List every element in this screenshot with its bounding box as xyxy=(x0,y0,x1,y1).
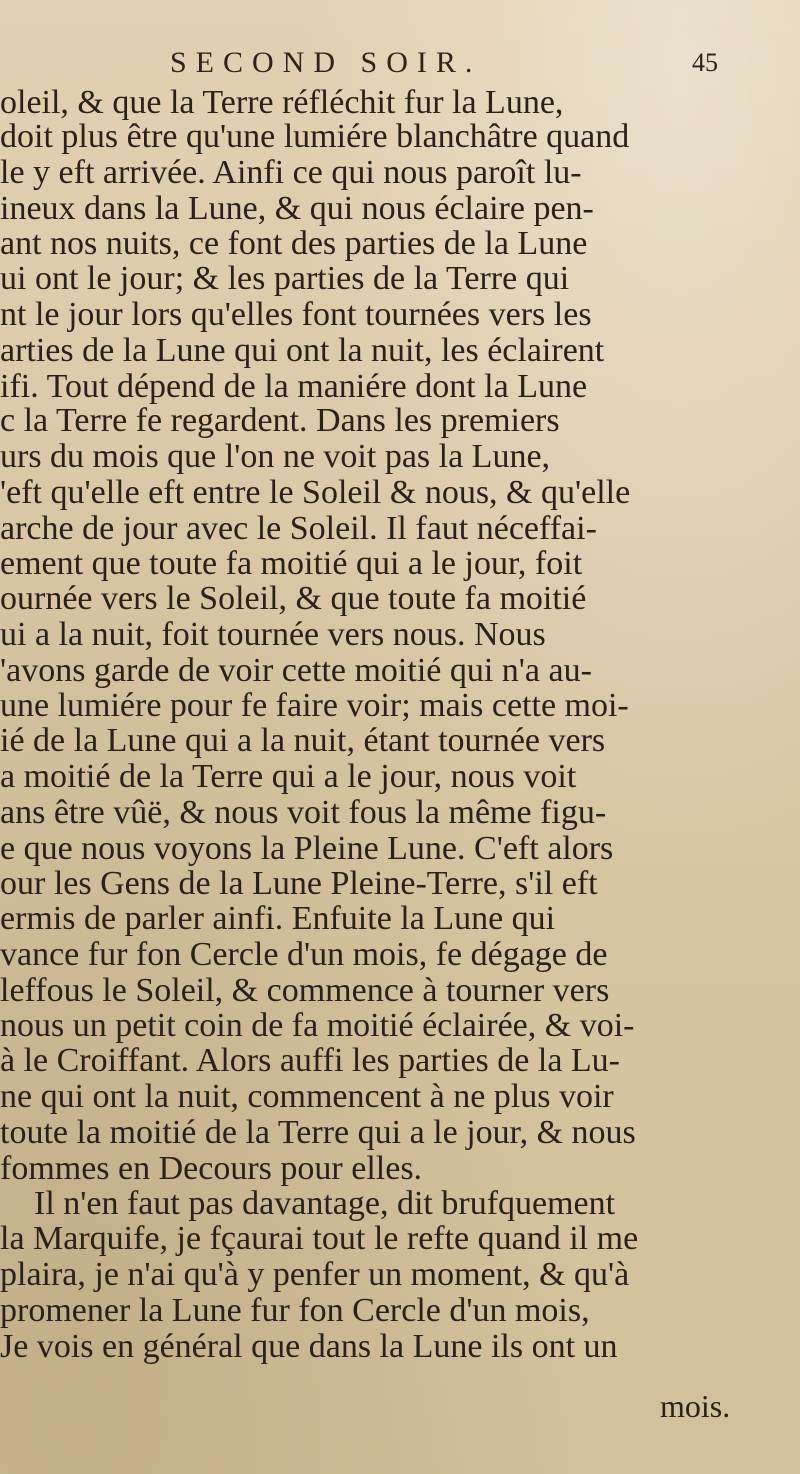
text-line: plaira, je n'ai qu'à y penfer un moment, & qu'à xyxy=(0,1256,630,1293)
text-line: oleil, & que la Terre réfléchit fur la Lune, xyxy=(0,84,564,121)
text-line: ermis de parler ainfi. Enfuite la Lune qui xyxy=(0,900,556,937)
text-line: vance fur fon Cercle d'un mois, fe dégage de xyxy=(0,936,608,973)
text-line: ournée vers le Soleil, & que toute fa moitié xyxy=(0,580,587,617)
text-line: ement que toute fa moitié qui a le jour, foit xyxy=(0,545,583,582)
text-line: arties de la Lune qui ont la nuit, les éclairent xyxy=(0,332,605,369)
page-header xyxy=(0,46,800,86)
text-line: urs du mois que l'on ne voit pas la Lune, xyxy=(0,438,551,475)
text-line: la Marquife, je fçaurai tout le refte quand il me xyxy=(0,1220,639,1257)
text-line: arche de jour avec le Soleil. Il faut néceffai- xyxy=(0,510,597,547)
catchword: mois. xyxy=(660,1388,731,1424)
text-line: toute la moitié de la Terre qui a le jour, & nous xyxy=(0,1114,636,1151)
text-line: ui ont le jour; & les parties de la Terre qui xyxy=(0,260,570,297)
text-line: our les Gens de la Lune Pleine-Terre, s'il eft xyxy=(0,865,598,902)
text-line: leffous le Soleil, & commence à tourner vers xyxy=(0,972,610,1009)
text-line: e que nous voyons la Pleine Lune. C'eft alors xyxy=(0,830,614,867)
text-line: Il n'en faut pas davantage, dit brufquement xyxy=(34,1185,616,1222)
text-line: ié de la Lune qui a la nuit, étant tournée vers xyxy=(0,722,606,759)
text-line: a moitié de la Terre qui a le jour, nous voit xyxy=(0,758,577,795)
text-line: ui a la nuit, foit tournée vers nous. Nous xyxy=(0,616,546,653)
text-line: ineux dans la Lune, & qui nous éclaire pen- xyxy=(0,190,594,227)
text-line: ans être vûë, & nous voit fous la même figu- xyxy=(0,794,607,831)
text-line: promener la Lune fur fon Cercle d'un mois, xyxy=(0,1292,590,1329)
running-head: SECOND SOIR. xyxy=(170,46,482,79)
text-line: ant nos nuits, ce font des parties de la Lune xyxy=(0,225,588,262)
text-line: doit plus être qu'une lumiére blanchâtre quand xyxy=(0,118,630,155)
text-line: c la Terre fe regardent. Dans les premiers xyxy=(0,402,560,439)
text-line: nous un petit coin de fa moitié éclairée, & voi- xyxy=(0,1007,635,1044)
text-line: Je vois en général que dans la Lune ils ont un xyxy=(0,1328,618,1365)
text-line: fommes en Decours pour elles. xyxy=(0,1150,423,1187)
text-line: à le Croiffant. Alors auffi les parties de la Lu- xyxy=(0,1042,621,1079)
text-line: ifi. Tout dépend de la maniére dont la Lune xyxy=(0,368,588,405)
text-line: 'avons garde de voir cette moitié qui n'a au- xyxy=(0,652,592,689)
text-line: nt le jour lors qu'elles font tournées vers les xyxy=(0,296,592,333)
text-line: le y eft arrivée. Ainfi ce qui nous paroît lu- xyxy=(0,154,582,191)
text-line: ne qui ont la nuit, commencent à ne plus voir xyxy=(0,1078,614,1115)
page-number: 45 xyxy=(692,48,718,77)
text-line: une lumiére pour fe faire voir; mais cette moi- xyxy=(0,687,629,724)
text-line: 'eft qu'elle eft entre le Soleil & nous, & qu'elle xyxy=(0,474,631,511)
